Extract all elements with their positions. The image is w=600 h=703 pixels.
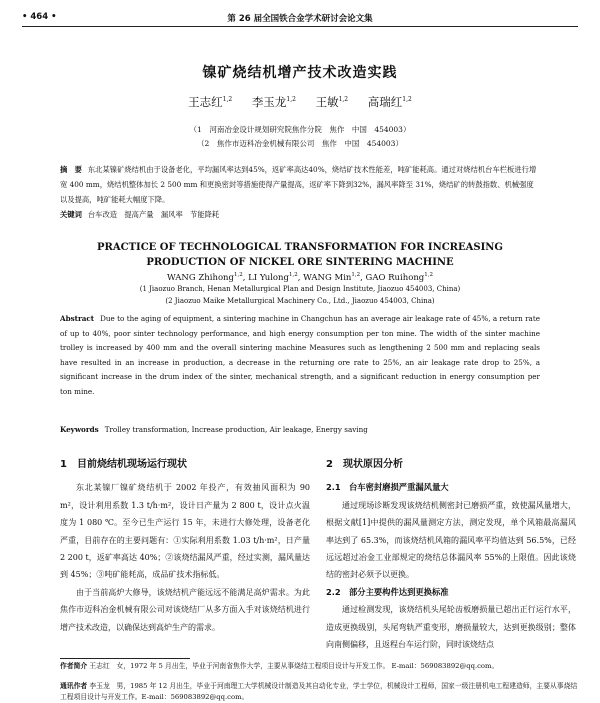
paragraph: 通过检测发现，该烧结机头尾轮齿板磨损量已超出正行运行水平，造成更换级别，头尾弯轨严重变形，磨损量较大，达到更换级别；整体向南侧偏移，且返程台车运行阶，同时该烧结点 — [326, 605, 576, 650]
author-list-en — [0, 272, 600, 283]
abstract-text: 东北某镍矿烧结机由于设备老化，平均漏风率达到45%，返矿率高达40%，烧结矿技术性能差，吨矿能耗高。通过对烧结机台车栏板进行增宽 400 mm，烧结机整体加长 2 500 mm 和更换密封等措施使得产量提高，返矿率下降到32%，漏风率降至 31%，烧结矿的转鼓指数、机械强度以及提高，吨矿能耗大幅度下降。 — [60, 165, 537, 204]
abstract-text: Due to the aging of equipment, a sintering machine in Changchun has an average air leakage rate of 45%, a return rate of up to 40%, poor sinter technology performance, and high energy consumption per ton mine. The width of the sinter machine trolley is increased by 400 mm and the overall sintering machine Measures such as lengthening 2 500 mm and replacing seals have resulted in an increase in production, a decrease in the returning ore rate to 25%, an air leakage rate drop to 25%, a significant increase in the drum index of the sinter, mechanical strength, and a significant reduction in energy consumption per ton mine. — [60, 314, 540, 396]
keywords-label: Keywords — [60, 425, 99, 434]
affiliation-en: (2 Jiaozuo Maike Metallurgical Machinery Co., Ltd., Jiaozuo 454003, China) — [165, 297, 435, 305]
corresponding-text: 李玉龙 男，1985 年 12 月出生，毕业于河南理工大学机械设计制造及其自动化专业，学士学位，机械设计工程师，国家一级注册机电工程建造师，主要从事烧结工程项目设计与开发工作。E-mail：569083892@qq.com。 — [60, 682, 578, 701]
author: 王志红$^{1,2}$ — [188, 95, 233, 109]
keywords-text: 台车改造 提高产量 漏风率 节能降耗 — [87, 210, 220, 219]
subsection-heading: 2.1 台车密封磨损严重漏风量大 — [326, 482, 449, 493]
affiliation-cn: （1 河南冶金设计规划研究院焦作分院 焦作 中国 454003） — [189, 125, 411, 134]
title-line: PRODUCTION OF NICKEL ORE SINTERING MACHINE — [146, 257, 454, 268]
author: LI Yulong$^{1,2}$, — [248, 272, 304, 283]
abstract-cn — [60, 162, 540, 222]
running-header — [22, 12, 578, 27]
author: WANG Zhihong$^{1,2}$, — [166, 272, 249, 283]
author-email: E-mail：569083892@qq.com。 — [391, 662, 499, 670]
paper-title-en — [0, 240, 600, 270]
author-note-text: 王志红 女，1972 年 5 月出生，毕业于河南省焦作大学，主要从事烧结工程项目设计与开发工作。 — [89, 662, 390, 670]
section-heading: 1 目前烧结机现场运行现状 — [60, 459, 187, 470]
section-heading: 2 现状原因分析 — [326, 459, 403, 470]
title-line: PRACTICE OF TECHNOLOGICAL TRANSFORMATION FOR INCREASING — [97, 242, 503, 253]
paragraph: 通过现场诊断发现该烧结机侧密封已磨损严重，致使漏风量增大，根据文献[1]中提供的漏风量测定方法，测定发现，单个风箱最高漏风率达到了 65.3%，而该烧结机风箱的漏风率平均值达到 56.5%，已经远远超过冶金工业部规定的烧结总体漏风率 55%的上限值。因此该烧结的密封必须予以更换。 — [326, 500, 576, 580]
keywords-text: Trolley transformation, Increase production, Air leakage, Energy saving — [104, 425, 368, 434]
author-note-label: 作者简介 — [60, 662, 88, 670]
right-column — [326, 456, 576, 653]
author-note — [60, 661, 580, 672]
paragraph: 东北某镍厂镍矿烧结机于 2002 年投产，有效抽风面积为 90 m²，设计利用系数 1.3 t/h·m²，设计日产量为 2 800 t，设计点火温度为 1 080 ℃。至今已生产运行 15 年，未进行大修处理，设备老化严重，目前存在的主要问题有：①实际利用系数 1.03 t/h·m²，日产量 2 200 t，返矿率高达 40%；②该烧结漏风严重，经过实测，漏风量达到 45%；③吨矿能耗高，成品矿技术指标低。 — [60, 483, 310, 580]
page-number: • 464 • — [22, 12, 57, 22]
author: 李玉龙$^{1,2}$ — [251, 95, 296, 109]
journal-title: 第 26 届全国铁合金学术研讨会论文集 — [227, 14, 373, 24]
author-list-cn — [0, 94, 600, 110]
abstract-label: 摘 要 — [60, 165, 82, 174]
author: GAO Ruihong$^{1,2}$ — [365, 272, 433, 283]
corresponding-label: 通讯作者 — [60, 682, 88, 690]
footnote-divider — [60, 658, 190, 659]
paper-title-cn: 镍矿烧结机增产技术改造实践 — [202, 65, 398, 81]
author: 王敏$^{1,2}$ — [315, 95, 349, 109]
left-column — [60, 456, 310, 636]
author: WANG Min$^{1,2}$, — [303, 272, 366, 283]
author: 高瑞红$^{1,2}$ — [367, 95, 412, 109]
affiliation-en: (1 Jiaozuo Branch, Henan Metallurgical Plan and Design Institute, Jiaozuo 454003, China) — [139, 285, 461, 293]
abstract-en — [60, 312, 540, 400]
corresponding-note — [60, 681, 580, 703]
keywords-en — [60, 425, 540, 434]
keywords-label: 关键词 — [60, 210, 82, 219]
abstract-label: Abstract — [60, 314, 95, 323]
affiliation-cn: （2 焦作市迈科冶金机械有限公司 焦作 中国 454003） — [197, 139, 403, 148]
paragraph: 由于当前高炉大修导，该烧结机产能远远不能满足高炉需求。为此焦作市迈科冶金机械有限公司对该烧结厂从多方面入手对该烧结机进行增产技术改造，以确保达到高炉生产的需求。 — [60, 587, 310, 632]
subsection-heading: 2.2 部分主要构件达到更换标准 — [326, 586, 449, 597]
